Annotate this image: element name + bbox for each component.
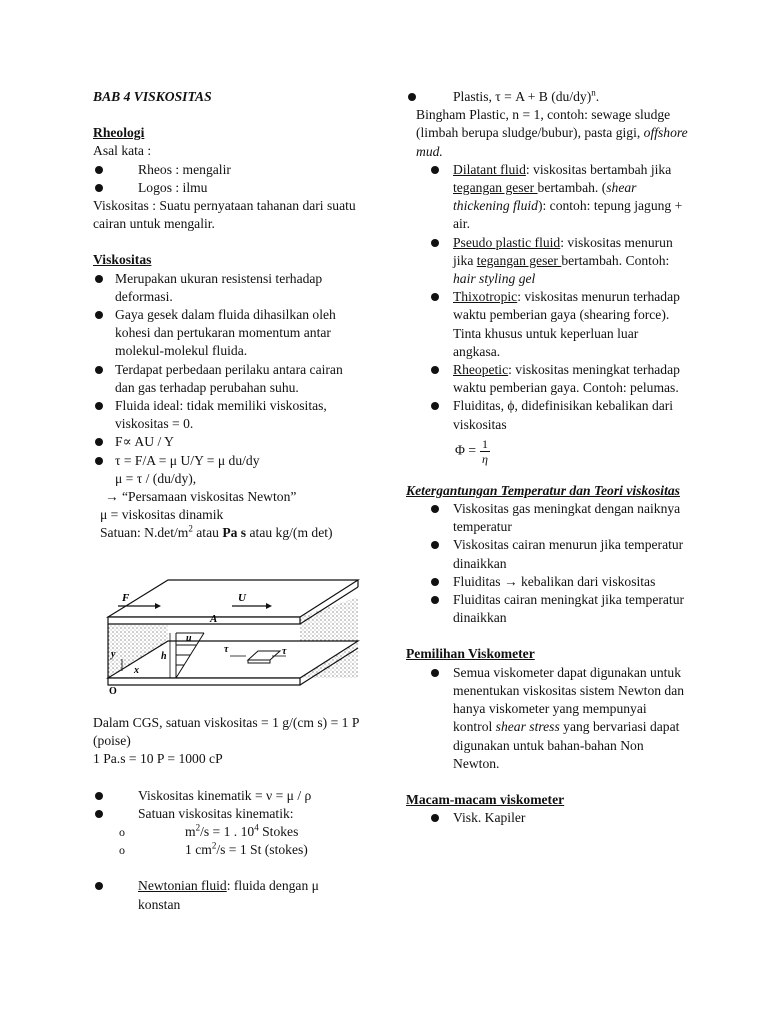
viskositas-bullet: Terdapat perbedaan perilaku antara cairan dan gas terhadap perubahan suhu. <box>93 361 363 397</box>
dinamik-definition: μ = viskositas dinamik <box>100 507 224 523</box>
kinematik-bullet: Satuan viskositas kinematik: <box>93 805 363 823</box>
viskositas-bullet: Gaya gesek dalam fluida dihasilkan oleh kohesi dan pertukaran momentum antar molekul-molekul fluida. <box>93 306 363 361</box>
viskositas-heading: Viskositas <box>93 252 152 268</box>
satuan-line: Satuan: $N.\det/m^2$ atau Pa s atau kg/(m det) <box>100 523 333 541</box>
chapter-title: BAB 4 VISKOSITAS <box>93 89 212 104</box>
temperature-item: Fluiditas → kebalikan dari viskositas <box>406 573 688 591</box>
dilatant-bullet: Dilatant fluid: viskositas bertambah jika tegangan geser bertambah. (shear thickening fluid): contoh: tepung jagung + air. <box>406 161 688 234</box>
bingham-text: Bingham Plastic, n = 1, contoh: sewage sludge (limbah berupa sludge/bubur), pasta gigi, offshore mud. <box>416 107 688 159</box>
rheologi-item: Rheos : mengalir <box>93 161 363 179</box>
label-h: h <box>161 651 167 662</box>
label-a: A <box>210 613 218 625</box>
shear-stress-formula: τ = F/A = μ U/Y = μ du/dy <box>93 452 363 470</box>
rheologi-heading: Rheologi <box>93 125 145 141</box>
plastis-bullet: Plastis, τ = A + B $(du/dy)^n$. <box>406 88 688 106</box>
kinematik-bullet: Viskositas kinematik = ν = μ / ρ <box>93 787 363 805</box>
rheopetic-bullet: Rheopetic: viskositas meningkat terhadap waktu pemberian gaya. Contoh: pelumas. <box>406 361 688 397</box>
pemilihan-heading: Pemilihan Viskometer <box>406 646 535 662</box>
mu-formula: μ = τ / (du/dy), <box>115 470 197 486</box>
pas-conversion-line: 1 Pa.s = 10 P = 1000 cP <box>93 751 223 767</box>
thixotropic-bullet: Thixotropic: viskositas menurun terhadap waktu pemberian gaya (shearing force). Tinta khusus untuk keperluan luar angkasa. <box>406 288 688 361</box>
proportional-formula: F∝ AU / Y <box>93 433 363 451</box>
left-column-lower <box>93 714 363 914</box>
label-origin: O <box>109 686 117 697</box>
fluiditas-bullet: Fluiditas, ϕ, didefinisikan kebalikan dari viskositas <box>406 397 688 433</box>
temperature-heading: Ketergantungan Temperatur dan Teori viskositas <box>406 482 680 498</box>
temperature-item: Viskositas gas meningkat dengan naiknya temperatur <box>406 500 688 536</box>
pemilihan-text: Semua viskometer dapat digunakan untuk menentukan viskositas sistem Newton dan hanya viskometer yang mempunyai kontrol shear stress yang bervariasi dapat digunakan untuk bahan-bahan Non Newton. <box>406 664 688 773</box>
viskositas-definition: Viskositas : Suatu pernyataan tahanan dari suatu cairan untuk mengalir. <box>93 198 356 232</box>
newton-equation-note: → “Persamaan viskositas Newton” <box>105 489 297 505</box>
viskositas-bullet: Merupakan ukuran resistensi terhadap deformasi. <box>93 270 363 306</box>
temperature-item: Fluiditas cairan meningkat jika temperatur dinaikkan <box>406 591 688 627</box>
left-column <box>93 88 363 543</box>
kinematik-unit-item: o $m^2/s = 1$ . $10^4$ Stokes <box>93 823 363 841</box>
pseudo-plastic-bullet: Pseudo plastic fluid: viskositas menurun jika tegangan geser bertambah. Contoh: hair styling gel <box>406 234 688 289</box>
newtonian-fluid-bullet: Newtonian fluid: fluida dengan μ konstan <box>93 877 363 913</box>
temperature-item: Viskositas cairan menurun jika temperatur dinaikkan <box>406 536 688 572</box>
label-tau-right: τ <box>282 646 287 657</box>
asal-kata-label: Asal kata : <box>93 143 152 159</box>
label-f: F <box>122 592 130 604</box>
macam-heading: Macam-macam viskometer <box>406 791 565 807</box>
label-u-lower: u <box>186 633 192 644</box>
macam-item: Visk. Kapiler <box>406 809 688 827</box>
kinematik-unit-item: o 1 $cm^2/s = 1$ St (stokes) <box>93 841 363 859</box>
label-y: y <box>111 649 116 660</box>
cgs-unit-line: Dalam CGS, satuan viskositas = 1 g/(cm s) = 1 P (poise) <box>93 715 359 749</box>
label-tau-left: τ <box>224 644 229 655</box>
label-u-upper: U <box>238 592 246 604</box>
fluiditas-formula: Φ = $\frac{1}{\eta}$ <box>455 436 489 466</box>
label-x: x <box>134 665 139 676</box>
viskositas-bullet: Fluida ideal: tidak memiliki viskositas, viskositas = 0. <box>93 397 363 433</box>
parallel-plate-diagram <box>100 575 365 697</box>
rheologi-item: Logos : ilmu <box>93 179 363 197</box>
right-column <box>406 88 688 827</box>
